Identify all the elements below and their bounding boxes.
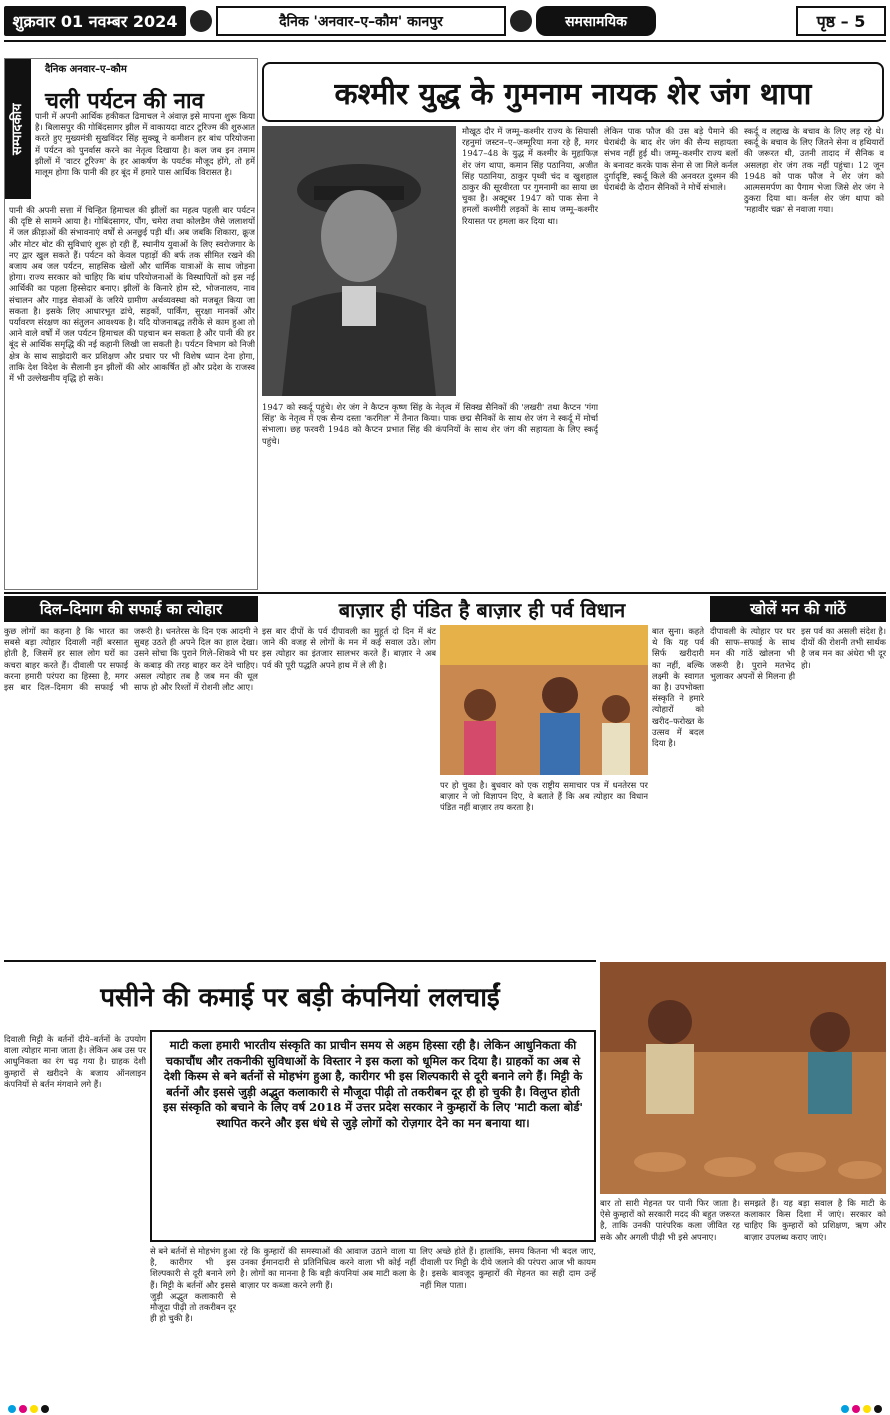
dil-body: कुछ लोगों का कहना है कि भारत का सबसे बड़ा त्योहार दिवाली नहीं बरसात होती है, जिसमें हर साल लोग घरों का कचरा बाहर करते हैं। दीवाली पर सफाई करना हमारी परंपरा का हिस्सा है, मगर इस बार दिल–दिमाग की सफाई भी जरूरी है। धनतेरस के दिन एक आदमी ने सुबह उठते ही अपने दिल का हाल देखा। उसने सोचा कि पुराने गिले–शिकवे भी घर के कबाड़ की तरह बाहर कर देने चाहिए। असल त्योहार तब है जब मन की धूल साफ हो और रिश्तों में रोशनी लौट आए। bbox=[4, 626, 258, 693]
paseene-col-3: लिए अच्छे होते हैं। हालांकि, समय कितना भी बदल जाए, दीवाली पर मिट्टी के दीये जलाने की परंपरा आज भी कायम है। इसके बावजूद कुम्हारों की मेहनत का सही दाम उन्हें नहीं मिल पाता। bbox=[420, 1246, 596, 1290]
editorial-body: पानी की अपनी सत्ता में चिन्हित हिमाचल की झीलों का महत्व पहली बार पर्यटन की दृष्टि से सामने आया है। गोबिंदसागर, पौंग, चमेरा तथा कोलडैम जैसे जलाशयों में जल क्रीड़ाओं की संभावनाएं वर्षों से अनछुई पड़ी थीं। अब जबकि शिकारा, क्रूज और मोटर बोट की सुविधाएं शुरू हो रही हैं, स्थानीय युवाओं के लिए स्वरोजगार के नए द्वार खुल सकते हैं। पर्यटन को केवल पहाड़ों की बर्फ तक सीमित रखने की बजाय अब जल पर्यटन, साहसिक खेलों और धार्मिक यात्राओं के साथ जोड़ना होगा। राज्य सरकार को चाहिए कि बांध परियोजनाओं के विस्थापितों को इस नई आर्थिकी का पहला हिस्सेदार बनाए। झीलों के किनारे होम स्टे, भोजनालय, नाव संचालन और गाइड सेवाओं के जरिये ग्रामीण अर्थव्यवस्था को मजबूत किया जा सकता है। इसके लिए आधारभूत ढांचे, सड़कों, पार्किंग, सुरक्षा मानकों और पर्यावरण संरक्षण का संतुलन आवश्यक है। यदि योजनाबद्ध तरीके से काम हुआ तो आने वाले वर्षों में जल पर्यटन हिमाचल की पहचान बन सकता है और पानी की हर बूंद से आर्थिक समृद्धि की नई कहानी लिखी जा सकती है। पर्यटन विभाग को निजी क्षेत्र के साथ साझेदारी कर प्रशिक्षण और प्रचार पर भी विशेष ध्यान देना होगा, ताकि देश विदेश के सैलानी इन झीलों की ओर आकर्षित हों और प्रदेश के राजस्व में भी उल्लेखनीय वृद्धि हो सके। bbox=[9, 205, 255, 384]
clay-lamps-photo bbox=[600, 962, 886, 1194]
bazar-col-1: इस बार दीपों के पर्व दीपावली का मुहूर्त दो दिन में बंट जाने की वजह से लोगों के मन में कई सवाल उठे। लोग इस त्योहार का इंतजार सालभर करते हैं। बाज़ार ने अब पर्व की पूरी पद्धति अपने हाथ में ले ली है। bbox=[262, 626, 436, 670]
color-dots-left bbox=[8, 1405, 49, 1413]
kashmir-col-4: स्कर्दू व लद्दाख के बचाव के लिए लड़ रहे थे। स्कर्दू के बचाव के लिए जितने सेना व हथियारों की जरूरत थी, उतनी तादाद में सैनिक व असलहा शेर जंग तक नहीं पहुंचा। 12 जून 1948 को पाक फौज ने शेर जंग को आत्मसमर्पण का पैगाम भेजा जिसे शेर जंग ने ठुकरा दिया था। कर्नल शेर जंग थापा को 'महावीर चक्र' से नवाजा गया। bbox=[744, 126, 884, 215]
bazar-headline: बाज़ार ही पंडित है बाज़ार ही पर्व विधान bbox=[338, 597, 626, 622]
khol-headline: खोलें मन की गांठें bbox=[710, 596, 886, 622]
bazar-col-3: बात सुना। कहते थे कि यह पर्व सिर्फ खरीदारी का नहीं, बल्कि लक्ष्मी के स्वागत का है। उपभोक्ता संस्कृति ने हमारे त्योहारों को खरीद–फरोख्त के उत्सव में बदल दिया है। bbox=[652, 626, 704, 749]
editorial-intro: पानी में अपनी आर्थिक हकीकत ढिमाचल ने अंवाज़ इसे मापना शुरू किया है। बिलासपुर की गोबिंदसागर झील में वाकायदा वाटर टूरिज्म की शुरुआत करते हुए मुख्यमंत्री सुखविंदर सिंह सुक्खू ने कमीशन हर बांध परियोजना में पर्यटन को पुनर्वास करने का नेतृत्व दिखाया है। कल जब इन तमाम झीलों में 'वाटर टूरिज्म' के हर आकर्षण के पयर्टक मौजूद होंगे, तो हमें मालूम होगा कि पानी की हर बूंद में हमारे पास आर्थिक विरासत है। bbox=[35, 111, 255, 178]
header-rule bbox=[4, 40, 886, 42]
editorial-tag: सम्पादकीय bbox=[5, 59, 31, 199]
kashmir-col-1: मौखूठ दौर में जम्मू–कश्मीर राज्य के सियासी रहनुमां जस्टन–ए–जम्मूरिया मना रहे हैं, मगर 1947–48 के युद्ध में कश्मीर के मुहाफिज़ शेर जंग थापा, कमान सिंह पठानिया, अजीत सिंह पठानिया, ठाकुर पृथ्वी चंद व खुशहाल ठाकुर की सूरवीरता पर गुमनामी का साया छा चुका है। अक्टूबर 1947 को पाक सेना ने हमलों कश्मीरी लड़कों के साथ जम्मू–कश्मीर रियासत पर हमला कर दिया था। bbox=[462, 126, 598, 226]
paseene-col-1: से बने बर्तनों से मोहभंग हुआ है, कारीगर भी इस शिल्पकारी से दूरी बनाने लगे हैं। मिट्टी के बर्तनों और इससे जुड़ी अद्भुत कलाकारी से मौजूदा पीढ़ी तो तकरीबन दूर ही हो चुकी है। bbox=[150, 1246, 236, 1324]
soldier-portrait-photo bbox=[262, 126, 456, 396]
editorial-box bbox=[4, 58, 258, 590]
newspaper-name: दैनिक 'अनवार–ए–कौम' कानपुर bbox=[216, 6, 506, 36]
bullet-dot-icon bbox=[190, 10, 212, 32]
paseene-col-4: बार तो सारी मेहनत पर पानी फिर जाता है। ऐसे कुम्हारों को सरकारी मदद की बहुत जरूरत है, ताकि उनकी पारंपरिक कला जीवित रह सके और अगली पीढ़ी भी इसे अपनाए। bbox=[600, 1198, 740, 1242]
kashmir-col-3: लेकिन पाक फौज की उस बड़े पैमाने की घेराबंदी के बाद शेर जंग की सैन्य सहायता संभव नहीं हुई थी। जम्मू–कश्मीर राज्य बलों के बनावट करके पाक सेना से जा मिले कर्नल दुर्गादृष्टि, स्कर्दू किले की अनवरत दुश्मन की घेराबंदी के दौरान सैनिकों ने मोर्चे संभाले। bbox=[604, 126, 738, 193]
page-number: पृष्ठ – 5 bbox=[796, 6, 886, 36]
dil-headline: दिल–दिमाग की सफाई का त्योहार bbox=[4, 596, 258, 622]
paseene-col-2: रहे कि कुम्हारों की समस्याओं की आवाज उठाने वाला या उनका ईमानदारी से प्रतिनिधित्व करने वाला भी कोई नहीं है। लोगों का मानना है कि बड़ी कंपनियां अब माटी कला के बाज़ार पर कब्जा करने लगी हैं। bbox=[240, 1246, 416, 1290]
paseene-headline: पसीने की कमाई पर बड़ी कंपनियां ललचाईं bbox=[4, 960, 596, 1030]
paseene-left-col: दिवाली मिट्टी के बर्तनों दीये–बर्तनों के उपयोग वाला त्योहार माना जाता है। लेकिन अब उस पर आधुनिकता का रंग चढ़ गया है। ग्राहक देशी कुम्हारों से खरीदने के बजाय ऑनलाइन कंपनियों से बर्तन मंगवाने लगे हैं। bbox=[4, 1034, 146, 1089]
section-label: समसामयिक bbox=[536, 6, 656, 36]
market-crowd-photo bbox=[440, 625, 648, 775]
page-header bbox=[4, 6, 886, 36]
editorial-title: चली पर्यटन की नाव bbox=[45, 89, 204, 114]
paseene-col-5: समझते हैं। यह बड़ा सवाल है कि माटी के कलाकार किस दिशा में जाएं। सरकार को चाहिए कि कुम्हारों को प्रशिक्षण, ऋण और बाज़ार उपलब्ध कराए जाएं। bbox=[744, 1198, 886, 1242]
mid-rule bbox=[4, 592, 886, 594]
bazar-col-2: पर हो चुका है। बुधवार को एक राष्ट्रीय समाचार पत्र में धनतेरस पर बाज़ार ने जो विज्ञापन दिए, वे बताते हैं कि अब त्योहार का विधान पंडित नहीं बाज़ार तय करता है। bbox=[440, 780, 648, 813]
color-dots-right bbox=[841, 1405, 882, 1413]
editorial-kicker: दैनिक अनवार–ए–कौम bbox=[45, 64, 127, 75]
kashmir-headline: कश्मीर युद्ध के गुमनाम नायक शेर जंग थापा bbox=[262, 62, 884, 122]
bullet-dot-icon bbox=[510, 10, 532, 32]
issue-date: शुक्रवार 01 नवम्बर 2024 bbox=[4, 6, 186, 36]
pull-quote: माटी कला हमारी भारतीय संस्कृति का प्राचीन समय से अहम हिस्सा रही है। लेकिन आधुनिकता की चकाचौंध और तकनीकी सुविधाओं के विस्तार ने इस कला को धूमिल कर दिया है। ग्राहकों का अब से देशी किस्म से बने बर्तनों से मोहभंग हुआ है, कारीगर भी इस शिल्पकारी से दूरी बनाने लगे हैं। मिट्टी के बर्तनों और इससे जुड़ी अद्भुत कलाकारी से मौजूदा पीढ़ी तो तकरीबन दूर ही हो चुकी है। विलुप्त होती इस संस्कृति को बचाने के लिए वर्ष 2018 में उत्तर प्रदेश सरकार ने कुम्हारों के लिए 'माटी कला बोर्ड' स्थापित करने और इस धंधे से जुड़े लोगों को रोज़गार देने का मन बनाया था। bbox=[150, 1030, 596, 1242]
kashmir-col-2: 1947 को स्कर्दू पहुंचे। शेर जंग ने कैप्टन कृष्ण सिंह के नेतृत्व में सिक्ख सैनिकों की 'लखरी' तथा कैप्टन 'गंगा सिंह' के नेतृत्व में एक सैन्य दस्ता 'करगिल' में तैनात किया। पाक छद्म सैनिकों के साथ शेर जंग ने स्कर्दू में मोर्चा संभाला। छह फरवरी 1948 को कैप्टन प्रभात सिंह की कंपनियों के साथ शेर जंग की सहायता के लिए स्कर्दू पहुंचे। bbox=[262, 402, 598, 446]
print-registration-marks bbox=[0, 1403, 890, 1415]
khol-body: दीपावली के त्योहार पर घर की साफ–सफाई के साथ मन की गांठें खोलना भी जरूरी है। पुराने मतभेद भुलाकर अपनों से मिलना ही इस पर्व का असली संदेश है। दीयों की रोशनी तभी सार्थक है जब मन का अंधेरा भी दूर हो। bbox=[710, 626, 886, 681]
